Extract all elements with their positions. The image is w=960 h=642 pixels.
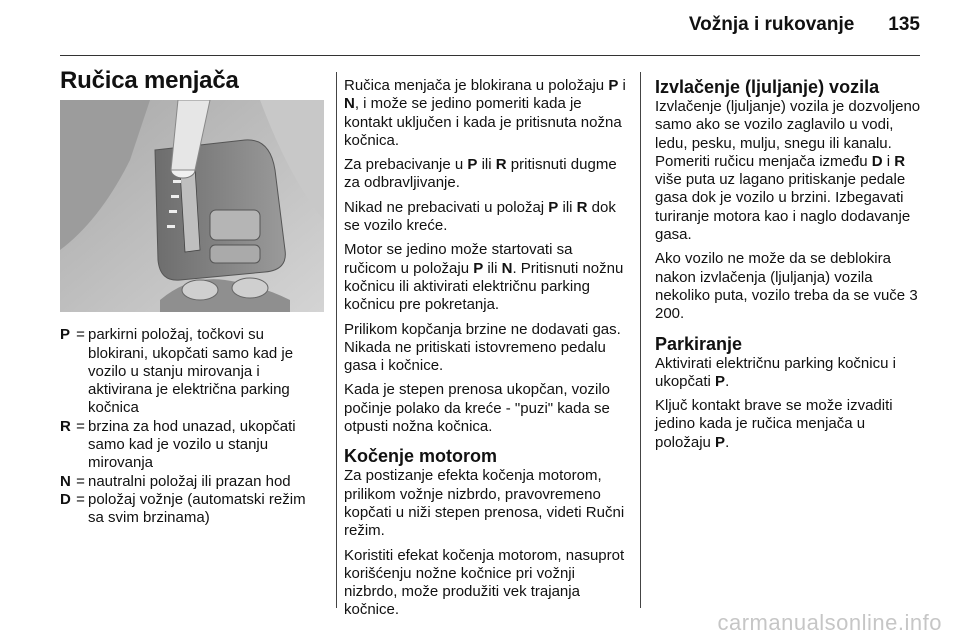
def-eq: = (76, 326, 85, 344)
gear-selector-photo (60, 100, 324, 312)
top-rule (60, 55, 920, 56)
paragraph-blocked: Ručica menjača je blokirana u položaju P i N, i može se jedino pomeriti kada je kontakt uključen i kada je pritisnuta nožna kočnica. (344, 77, 626, 149)
section-title: Vožnja i rukovanje (688, 14, 855, 35)
def-eq: = (76, 490, 85, 508)
paragraph-never: Nikad ne prebacivati u položaj P ili R dok se vozilo kreće. (344, 198, 616, 235)
page-ref-arrow-icon: 3 (909, 286, 918, 304)
def-key: P (60, 326, 71, 344)
paragraph-engine-braking-1: Za postizanje efekta kočenja motorom, prilikom vožnje nizbrdo, pravovremeno kopčati u niži stepen prenosa, videti Ručni režim. (344, 467, 625, 540)
definition-d (60, 491, 324, 528)
def-text: brzina za hod unazad, ukopčati samo kad je vozilo u stanju mirovanja (88, 417, 296, 472)
definition-p (60, 326, 324, 417)
page-title: Ručica menjača (60, 67, 239, 94)
def-text: parkirni položaj, točkovi su blokirani, ukopčati samo kad je vozilo u stanju mirovanja i aktivirana je električna parking kočnica (88, 326, 294, 417)
paragraph-gas: Prilikom kopčanja brzine ne dodavati gas. Nikada ne pritiskati istovremeno pedalu gasa i kočnice. (344, 320, 621, 375)
paragraph-creep: Kada je stepen prenosa ukopčan, vozilo počinje polako da kreće - "puzi" kada se otpusti nožna kočnica. (344, 381, 611, 436)
heading-rocking: Izvlačenje (ljuljanje) vozila (655, 77, 880, 97)
column-3 (655, 77, 923, 458)
column-divider-2 (640, 72, 641, 608)
column-2 (344, 77, 626, 626)
paragraph-start: Motor se jedino može startovati sa ručicom u položaju P ili N. Pritisnuti nožnu kočnicu ili aktivirati električnu parking kočnicu pre pokretanja. (344, 241, 624, 314)
page-ref-number[interactable]: 200. (655, 305, 685, 323)
heading-parking: Parkiranje (655, 333, 743, 354)
def-key: N (60, 472, 71, 490)
def-eq: = (76, 417, 85, 435)
def-text: položaj vožnje (automatski režim sa svim brzinama) (88, 490, 306, 527)
paragraph-engine-braking-2: Koristiti efekat kočenja motorom, nasuprot korišćenju nožne kočnice pri vožnji nizbrdo, može produžiti vek trajanja kočnice. (344, 546, 625, 619)
definition-n (60, 473, 324, 491)
paragraph-rocking-1: Izvlačenje (ljuljanje) vozila je dozvoljeno samo ako se vozilo zaglavilo u vodi, ledu, pesku, mulju, snegu ili kanalu. Pomeriti ručicu menjača između D i R više puta uz lagano pritiskanje pedale gasa dok je vozilo u brzini. Izbegavati turiranje motora kao i naglo dodavanje gasa. (655, 98, 921, 244)
def-eq: = (76, 472, 85, 490)
column-1 (60, 67, 324, 528)
page-number: 135 (888, 14, 920, 35)
paragraph-parking-1: Aktivirati električnu parking kočnicu i ukopčati P. (655, 354, 896, 390)
paragraph-unlock: Za prebacivanje u P ili R pritisnuti dugme za odbravljivanje. (344, 156, 617, 192)
def-key: R (60, 417, 71, 435)
def-text: nautralni položaj ili prazan hod (88, 472, 291, 490)
paragraph-parking-2: Ključ kontakt brave se može izvaditi jedino kada je ručica menjača u položaju P. (655, 397, 893, 451)
column-divider-1 (336, 72, 337, 608)
def-key: D (60, 490, 71, 508)
gear-position-list (60, 326, 324, 527)
heading-engine-braking: Kočenje motorom (344, 446, 498, 467)
definition-r (60, 418, 324, 473)
running-head (689, 14, 920, 36)
paragraph-rocking-2: Ako vozilo ne može da se deblokira nakon izvlačenja (ljuljanja) vozila nekoliko puta, vozilo treba da se vuče 3 200. (655, 250, 918, 323)
watermark: carmanualsonline.info (717, 610, 942, 635)
gear-selector-illustration (60, 100, 324, 312)
